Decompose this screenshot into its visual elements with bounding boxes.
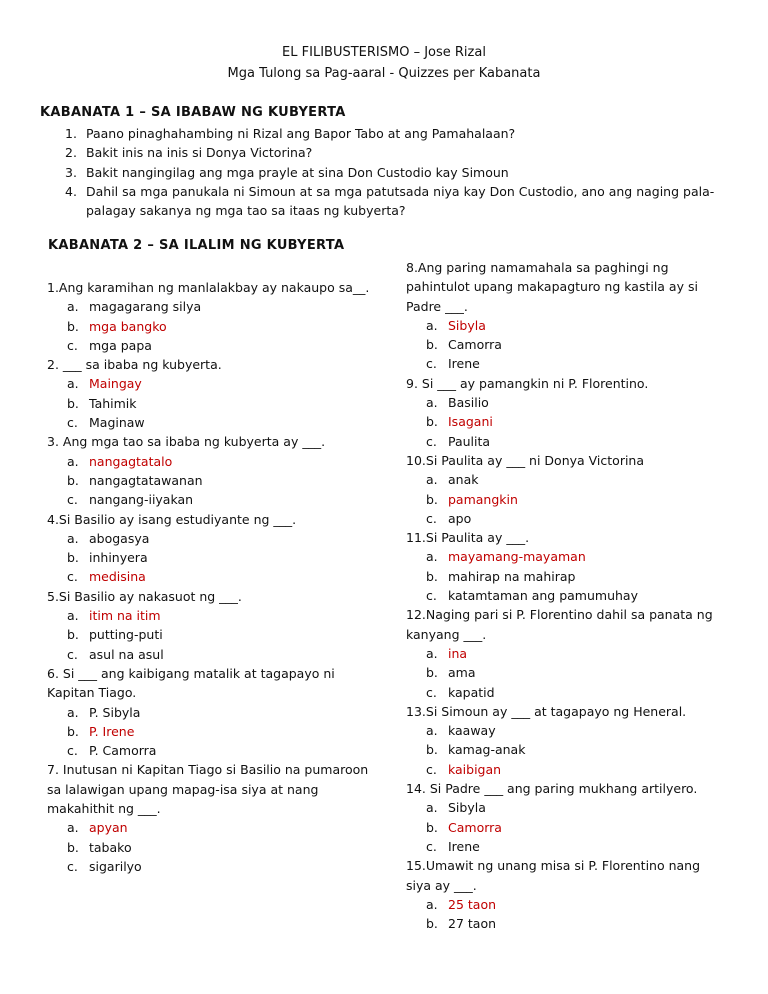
option-text: Sibyla	[448, 800, 486, 816]
option-text: Paulita	[448, 433, 491, 449]
option-letter: b.	[426, 414, 438, 430]
option-text: Irene	[448, 356, 480, 372]
option-letter: b.	[426, 337, 438, 353]
answer-option	[406, 470, 726, 489]
quiz-question	[47, 760, 377, 876]
option-letter: a.	[67, 608, 79, 624]
option-letter: c.	[426, 356, 437, 372]
document-subtitle: Mga Tulong sa Pag-aaral - Quizzes per Kabanata	[227, 66, 541, 81]
answer-option-correct	[406, 644, 726, 663]
answer-option	[47, 297, 377, 316]
option-letter: c.	[426, 510, 437, 526]
option-text: Irene	[448, 838, 480, 854]
option-text: ama	[448, 665, 476, 681]
option-letter: c.	[67, 337, 78, 353]
answer-option	[406, 335, 726, 354]
answer-option	[406, 721, 726, 740]
option-letter: b.	[426, 916, 438, 932]
option-letter: a.	[426, 645, 438, 661]
option-text: nangagtatawanan	[89, 472, 203, 488]
kabanata-1-question	[40, 182, 730, 221]
document-title: EL FILIBUSTERISMO – Jose Rizal	[282, 45, 486, 60]
option-text: nangagtatalo	[89, 453, 173, 469]
answer-option-correct	[406, 818, 726, 837]
answer-option-correct	[406, 547, 726, 566]
kabanata-1-question	[40, 143, 730, 162]
answer-option	[47, 838, 377, 857]
answer-option-correct	[47, 818, 377, 837]
option-text: Maginaw	[89, 415, 145, 431]
answer-option	[47, 645, 377, 664]
answer-option-correct	[47, 452, 377, 471]
answer-option	[406, 837, 726, 856]
option-text: apyan	[89, 820, 128, 836]
option-text: mga bangko	[89, 318, 167, 334]
quiz-question	[47, 432, 377, 509]
option-letter: a.	[426, 549, 438, 565]
option-letter: b.	[67, 472, 79, 488]
option-text: kamag-anak	[448, 742, 526, 758]
option-letter: b.	[426, 568, 438, 584]
document-header	[0, 42, 768, 84]
answer-option-correct	[47, 567, 377, 586]
option-letter: a.	[67, 376, 79, 392]
answer-option	[406, 509, 726, 528]
answer-option	[406, 393, 726, 412]
option-text: mayamang-mayaman	[448, 549, 586, 565]
kabanata-2-left-column	[47, 278, 377, 876]
option-text: asul na asul	[89, 646, 164, 662]
kabanata-2-heading: KABANATA 2 – SA ILALIM NG KUBYERTA	[48, 238, 345, 253]
quiz-question	[406, 258, 726, 374]
answer-option-correct	[47, 722, 377, 741]
option-text: putting-puti	[89, 627, 163, 643]
answer-option-correct	[406, 490, 726, 509]
option-text: 27 taon	[448, 916, 497, 932]
option-letter: a.	[67, 820, 79, 836]
option-text: magagarang silya	[89, 299, 202, 315]
answer-option	[47, 471, 377, 490]
option-letter: b.	[426, 819, 438, 835]
option-letter: a.	[67, 530, 79, 546]
option-text: P. Camorra	[89, 743, 157, 759]
question-text: 13.Si Simoun ay ___ at tagapayo ng Heneral.	[406, 703, 687, 719]
quiz-question	[47, 587, 377, 664]
option-text: kaaway	[448, 723, 496, 739]
option-letter: c.	[67, 492, 78, 508]
option-letter: a.	[67, 453, 79, 469]
answer-option	[47, 625, 377, 644]
option-letter: b.	[67, 550, 79, 566]
question-text: 9. Si ___ ay pamangkin ni P. Florentino.	[406, 375, 649, 391]
kabanata-1-heading: KABANATA 1 – SA IBABAW NG KUBYERTA	[40, 105, 346, 120]
option-letter: c.	[426, 838, 437, 854]
option-text: 25 taon	[448, 896, 497, 912]
answer-option	[406, 567, 726, 586]
question-number: 4.	[65, 183, 77, 199]
option-text: anak	[448, 472, 479, 488]
question-text: 2. ___ sa ibaba ng kubyerta.	[47, 357, 222, 373]
option-text: kaibigan	[448, 761, 502, 777]
answer-option-correct	[47, 374, 377, 393]
answer-option	[47, 413, 377, 432]
kabanata-1-question-list	[40, 124, 730, 220]
answer-option-correct	[47, 606, 377, 625]
option-letter: c.	[426, 684, 437, 700]
option-letter: a.	[426, 317, 438, 333]
option-letter: a.	[426, 800, 438, 816]
quiz-question	[406, 856, 726, 933]
option-text: pamangkin	[448, 491, 518, 507]
question-text: 14. Si Padre ___ ang paring mukhang artilyero.	[406, 781, 698, 797]
option-letter: c.	[67, 569, 78, 585]
quiz-question	[47, 664, 377, 760]
option-letter: c.	[426, 433, 437, 449]
option-letter: a.	[426, 896, 438, 912]
option-letter: b.	[67, 723, 79, 739]
option-text: Sibyla	[448, 317, 486, 333]
answer-option	[47, 741, 377, 760]
option-letter: a.	[67, 299, 79, 315]
answer-option-correct	[47, 317, 377, 336]
option-text: mahirap na mahirap	[448, 568, 576, 584]
quiz-question	[406, 779, 726, 856]
quiz-question	[406, 528, 726, 605]
option-text: tabako	[89, 839, 132, 855]
option-text: kapatid	[448, 684, 495, 700]
question-text: Dahil sa mga panukala ni Simoun at sa mga patutsada niya kay Don Custodio, ano ang naging pala-palagay sakanya ng mga tao sa itaas ng kubyerta?	[86, 183, 715, 219]
answer-option	[406, 740, 726, 759]
option-text: abogasya	[89, 530, 150, 546]
option-text: ina	[448, 645, 468, 661]
quiz-question	[406, 451, 726, 528]
question-text: 15.Umawit ng unang misa si P. Florentino nang siya ay ___.	[406, 858, 701, 893]
quiz-question	[406, 605, 726, 701]
question-text: 10.Si Paulita ay ___ ni Donya Victorina	[406, 452, 645, 468]
option-letter: c.	[67, 646, 78, 662]
answer-option	[406, 586, 726, 605]
kabanata-2-heading-wrap	[48, 236, 738, 256]
option-letter: a.	[67, 704, 79, 720]
question-text: 5.Si Basilio ay nakasuot ng ___.	[47, 588, 242, 604]
answer-option	[406, 663, 726, 682]
option-text: Maingay	[89, 376, 142, 392]
answer-option	[47, 490, 377, 509]
answer-option-correct	[406, 316, 726, 335]
kabanata-1-question	[40, 163, 730, 182]
answer-option	[406, 683, 726, 702]
answer-option-correct	[406, 760, 726, 779]
option-text: P. Irene	[89, 723, 135, 739]
quiz-question	[47, 278, 377, 355]
option-letter: c.	[426, 761, 437, 777]
option-letter: a.	[426, 395, 438, 411]
question-text: 11.Si Paulita ay ___.	[406, 530, 530, 546]
option-letter: b.	[67, 395, 79, 411]
option-text: Basilio	[448, 395, 489, 411]
option-letter: c.	[67, 858, 78, 874]
option-text: nangang-iiyakan	[89, 492, 194, 508]
option-letter: b.	[426, 742, 438, 758]
option-letter: b.	[67, 839, 79, 855]
question-text: 4.Si Basilio ay isang estudiyante ng ___.	[47, 511, 297, 527]
option-text: Camorra	[448, 337, 502, 353]
option-letter: a.	[426, 472, 438, 488]
question-text: Paano pinaghahambing ni Rizal ang Bapor Tabo at ang Pamahalaan?	[86, 126, 516, 141]
quiz-question	[47, 355, 377, 432]
answer-option	[406, 354, 726, 373]
option-letter: b.	[426, 491, 438, 507]
option-letter: c.	[67, 743, 78, 759]
question-text: Bakit nangingilag ang mga prayle at sina Don Custodio kay Simoun	[86, 164, 509, 180]
option-text: katamtaman ang pamumuhay	[448, 588, 638, 604]
option-text: Camorra	[448, 819, 502, 835]
option-text: Isagani	[448, 414, 493, 430]
question-text: 6. Si ___ ang kaibigang matalik at tagapayo ni Kapitan Tiago.	[47, 665, 335, 701]
question-text: Bakit inis na inis si Donya Victorina?	[86, 145, 313, 161]
option-letter: b.	[67, 318, 79, 334]
quiz-question	[406, 374, 726, 451]
option-letter: c.	[426, 588, 437, 604]
question-number: 3.	[65, 164, 77, 180]
option-text: itim na itim	[89, 608, 161, 624]
answer-option	[406, 914, 726, 933]
quiz-question	[47, 510, 377, 587]
option-letter: a.	[426, 723, 438, 739]
option-text: P. Sibyla	[89, 704, 141, 720]
question-text: 7. Inutusan ni Kapitan Tiago si Basilio na pumaroon sa lalawigan upang mapag-isa siya at nang makahithit ng ___.	[47, 762, 369, 817]
option-text: medisina	[89, 569, 146, 585]
answer-option	[47, 703, 377, 722]
answer-option-correct	[406, 412, 726, 431]
question-text: 3. Ang mga tao sa ibaba ng kubyerta ay ___.	[47, 434, 326, 450]
option-text: sigarilyo	[89, 858, 142, 874]
answer-option	[47, 529, 377, 548]
question-number: 1.	[65, 126, 77, 141]
question-number: 2.	[65, 145, 77, 161]
question-text: 12.Naging pari si P. Florentino dahil sa panata ng kanyang ___.	[406, 607, 713, 642]
option-text: Tahimik	[89, 395, 137, 411]
quiz-question	[406, 702, 726, 779]
kabanata-1-section	[40, 103, 730, 220]
question-text: 1.Ang karamihan ng manlalakbay ay nakaupo sa__.	[47, 280, 370, 295]
kabanata-2-right-column	[406, 258, 726, 933]
answer-option	[47, 394, 377, 413]
answer-option	[406, 432, 726, 451]
option-letter: b.	[426, 665, 438, 681]
kabanata-1-question	[40, 124, 730, 143]
option-text: apo	[448, 510, 472, 526]
answer-option	[47, 857, 377, 876]
question-text: 8.Ang paring namamahala sa paghingi ng pahintulot upang makapagturo ng kastila ay si Padre ___.	[406, 260, 698, 314]
answer-option	[47, 548, 377, 567]
option-text: inhinyera	[89, 550, 148, 566]
answer-option-correct	[406, 895, 726, 914]
option-letter: b.	[67, 627, 79, 643]
answer-option	[406, 798, 726, 817]
answer-option	[47, 336, 377, 355]
option-letter: c.	[67, 415, 78, 431]
option-text: mga papa	[89, 337, 152, 353]
